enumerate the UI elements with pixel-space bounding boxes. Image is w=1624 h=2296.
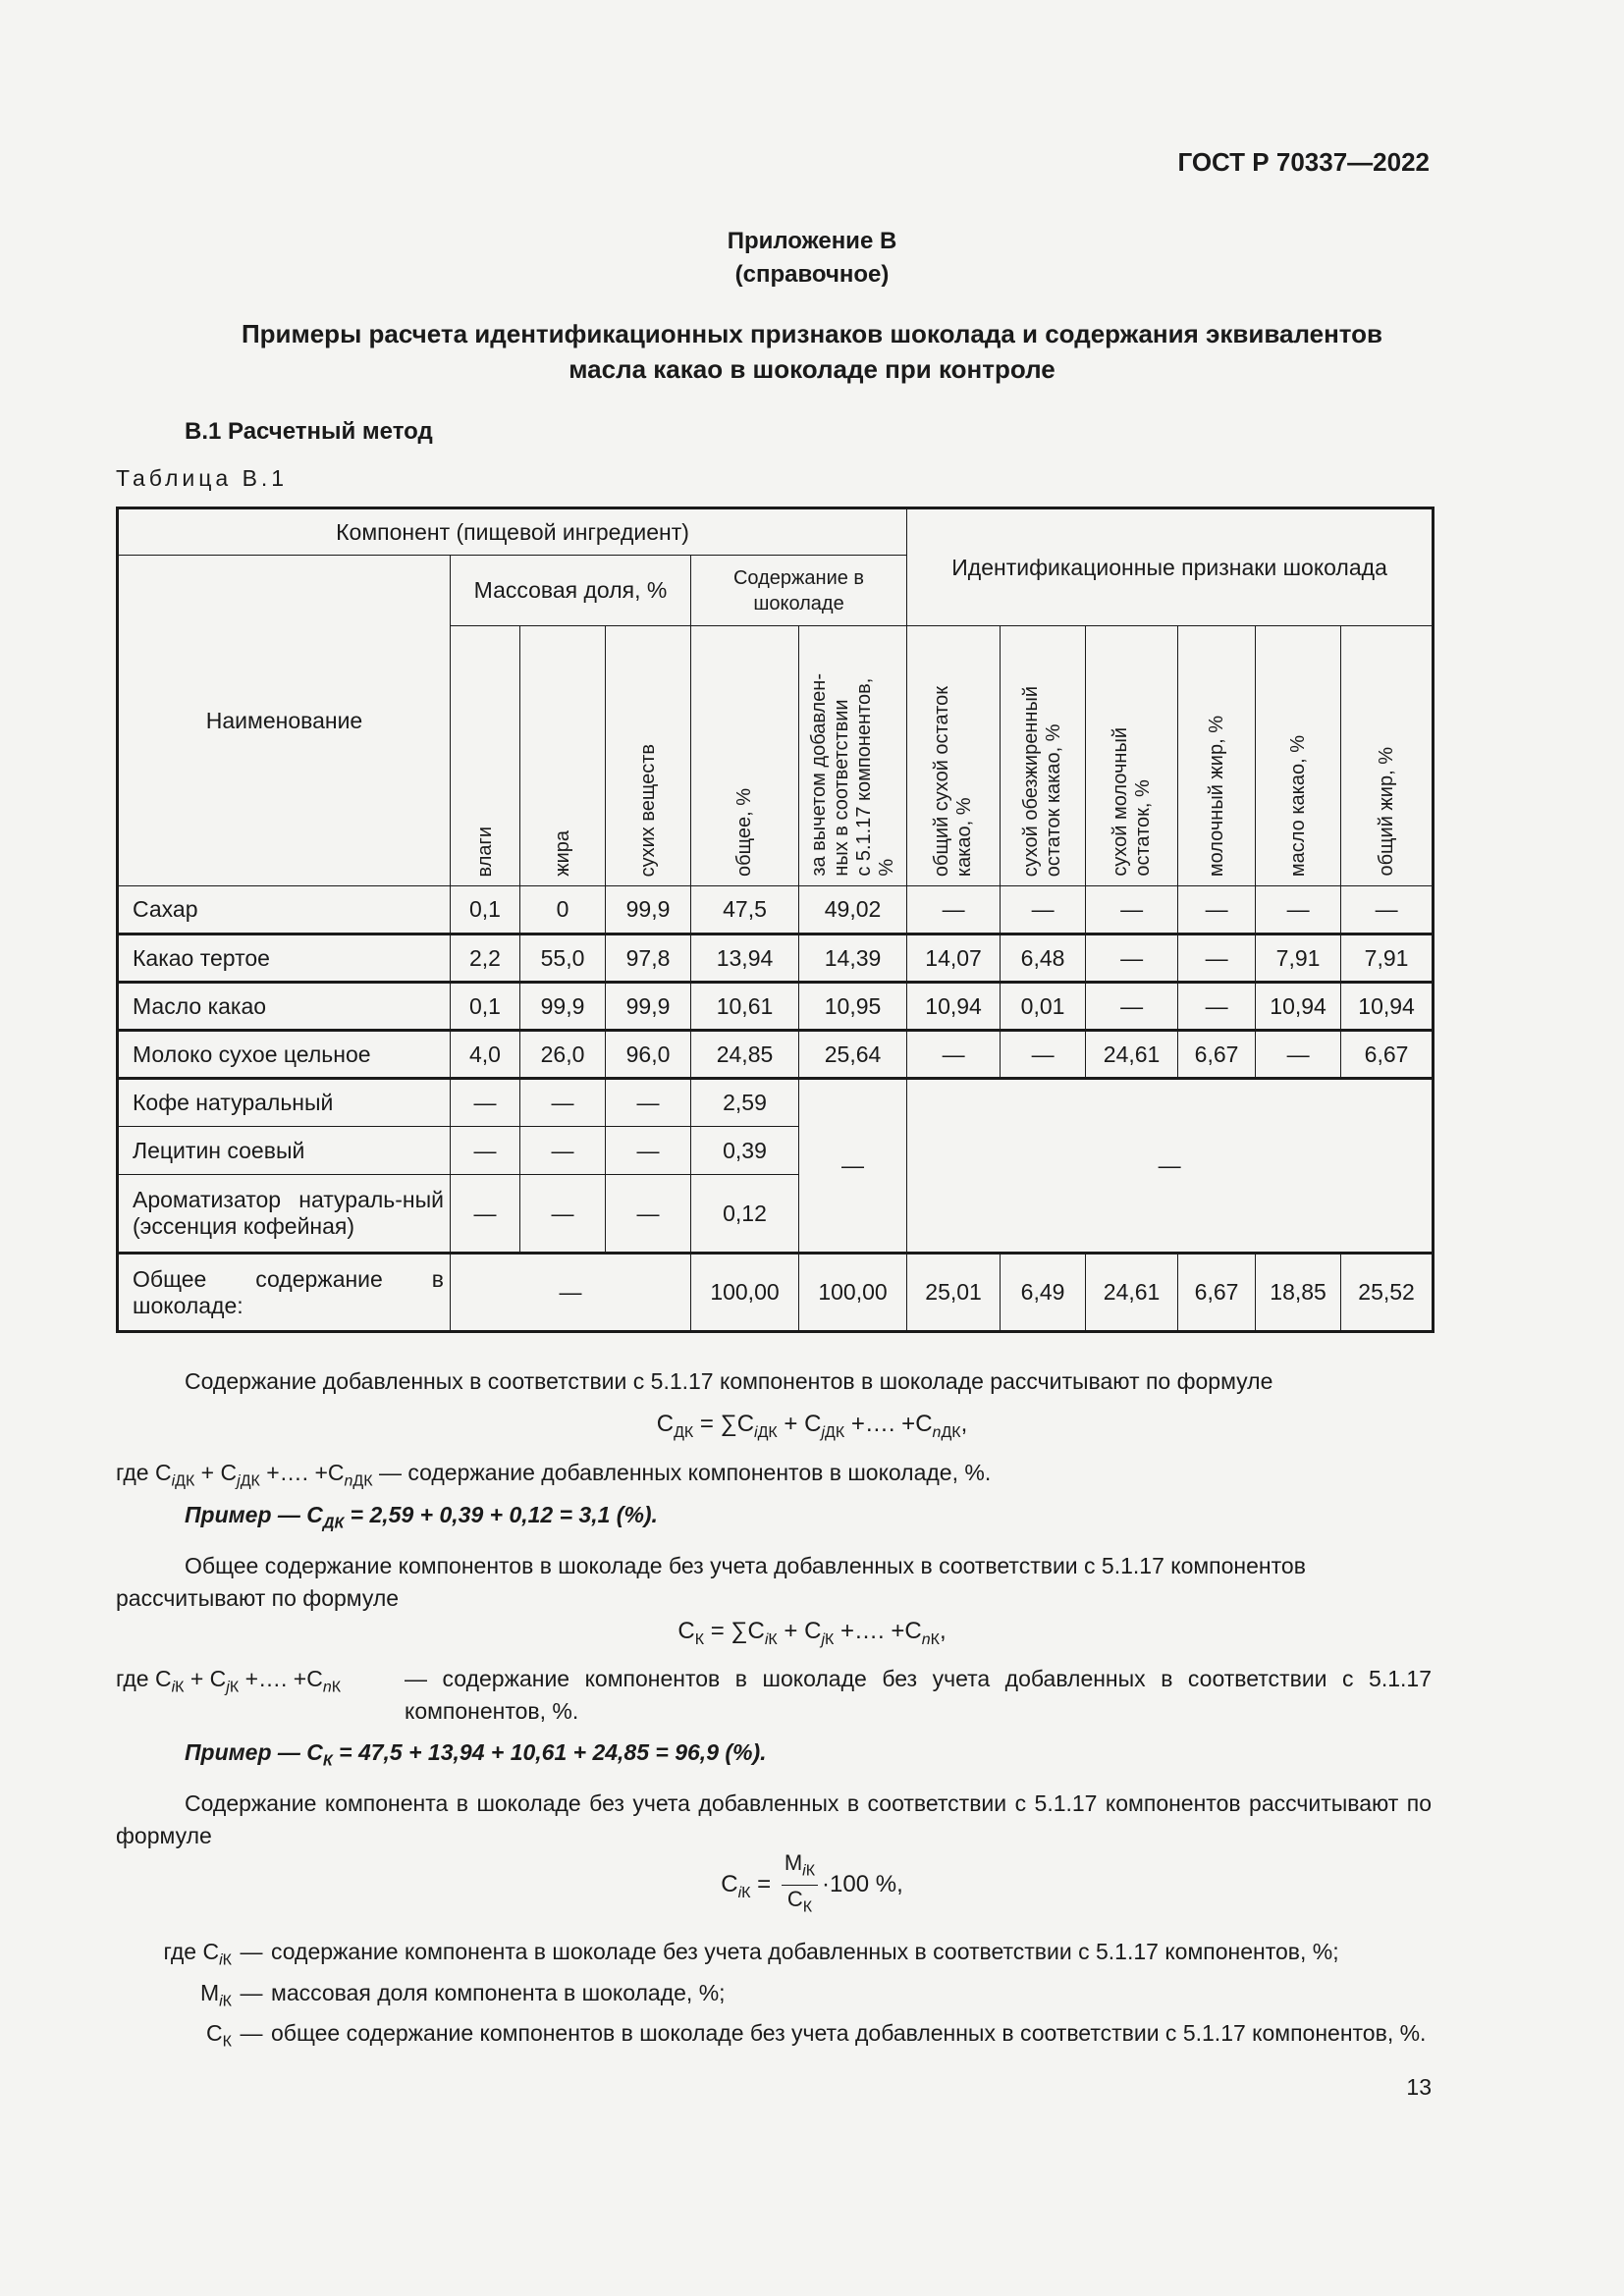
table-cell: 10,94 — [1341, 983, 1434, 1031]
example-2-lead: Пример — C — [185, 1739, 323, 1765]
table-cell: 10,95 — [799, 983, 907, 1031]
total-cell: 18,85 — [1256, 1254, 1341, 1332]
title-line-1: Примеры расчета идентификационных признаков шоколада и содержания эквивалентов — [241, 319, 1383, 348]
page-title — [147, 316, 1477, 387]
appendix-type: (справочное) — [734, 261, 890, 288]
column-header-wrap — [1006, 627, 1079, 884]
table-cell: 99,9 — [606, 886, 691, 934]
table-cell: 7,91 — [1341, 934, 1434, 983]
definition-ck-text: общее содержание компонентов в шоколаде без учета добавленных в соответствии с 5.1.17 компонентов, %. — [271, 2020, 1427, 2047]
table-row — [118, 1079, 1434, 1127]
section-heading: В.1 Расчетный метод — [185, 418, 433, 445]
merged-content-cell: — — [799, 1079, 907, 1254]
table-cell: 2,59 — [691, 1079, 799, 1127]
column-header-wrap — [1092, 627, 1171, 884]
column-header — [1001, 626, 1086, 886]
table-cell: 2,2 — [451, 934, 520, 983]
column-header — [907, 626, 1001, 886]
table-cell: 7,91 — [1256, 934, 1341, 983]
column-header — [1086, 626, 1178, 886]
example-1-rest: = 2,59 + 0,39 + 0,12 = 3,1 (%). — [344, 1502, 658, 1527]
column-header-text: сухой молочный остаток, % — [1109, 727, 1154, 877]
total-cell: 25,52 — [1341, 1254, 1434, 1332]
where-2-symbol: где $С_{iК} + С_{jК}$ +…. $+С_{nК}$ — [116, 1666, 342, 1696]
table-cell: — — [606, 1079, 691, 1127]
table-cell: 6,48 — [1001, 934, 1086, 983]
table-cell: 0,39 — [691, 1127, 799, 1175]
column-header — [606, 626, 691, 886]
paragraph-2: Общее содержание компонентов в шоколаде без учета добавленных в соответствии с 5.1.17 компонентов рассчитывают по формуле — [116, 1553, 1306, 1611]
table-cell: 14,39 — [799, 934, 907, 983]
table-cell: 24,61 — [1086, 1031, 1178, 1079]
column-header-wrap — [1262, 627, 1334, 884]
where-1-text: — содержание добавленных компонентов в шоколаде, %. — [378, 1460, 992, 1485]
column-header — [451, 626, 520, 886]
table-cell: — — [1256, 886, 1341, 934]
total-cell: 24,61 — [1086, 1254, 1178, 1332]
table-row — [118, 983, 1434, 1031]
column-header — [691, 626, 799, 886]
example-2-sub: К — [322, 1752, 333, 1770]
column-header — [799, 626, 907, 886]
paragraph-1: Содержание добавленных в соответствии с 5.1.17 компонентов в шоколаде рассчитывают по формуле — [185, 1368, 1273, 1394]
total-cell: 100,00 — [691, 1254, 799, 1332]
appendix-heading — [0, 225, 1624, 292]
total-cell: 6,49 — [1001, 1254, 1086, 1332]
column-header-text: общий сухой остаток какао, % — [931, 685, 976, 877]
column-header-wrap — [526, 627, 599, 884]
table-caption: Таблица В.1 — [116, 465, 289, 491]
table-cell: 6,67 — [1341, 1031, 1434, 1079]
table-cell: Лецитин соевый — [118, 1127, 451, 1175]
column-header — [1341, 626, 1434, 886]
header-content: Содержание в шоколаде — [691, 556, 907, 626]
table-cell: 25,64 — [799, 1031, 907, 1079]
table-cell: 24,85 — [691, 1031, 799, 1079]
table-cell: 10,94 — [1256, 983, 1341, 1031]
table-cell: 96,0 — [606, 1031, 691, 1079]
table-cell: 0,12 — [691, 1175, 799, 1254]
table-cell: 4,0 — [451, 1031, 520, 1079]
data-table — [116, 507, 1435, 1333]
column-header-text: сухой обезжиренный остаток какао, % — [1020, 685, 1065, 877]
title-line-2: масла какао в шоколаде при контроле — [568, 354, 1056, 384]
paragraph-3: Содержание компонента в шоколаде без учета добавленных в соответствии с 5.1.17 компонентов рассчитывают по формуле — [116, 1790, 1432, 1848]
table-cell: — — [520, 1079, 606, 1127]
table-cell: 13,94 — [691, 934, 799, 983]
table-cell: — — [1178, 934, 1256, 983]
total-mass-cell: — — [451, 1254, 691, 1332]
definition-cik: где $С_{iК}$ — содержание компонента в шоколаде без учета добавленных в соответствии с 5.1.17 компонентов, %; — [116, 1936, 1432, 1977]
column-header — [1178, 626, 1256, 886]
header-mass: Массовая доля, % — [451, 556, 691, 626]
column-header-text: общее, % — [733, 788, 755, 877]
table-cell: 0 — [520, 886, 606, 934]
example-1-lead: Пример — C — [185, 1502, 323, 1527]
example-2-rest: = 47,5 + 13,94 + 10,61 + 24,85 = 96,9 (%). — [332, 1739, 767, 1765]
example-1-sub: ДК — [322, 1515, 345, 1532]
column-header-wrap — [697, 627, 792, 884]
column-header — [1256, 626, 1341, 886]
page-number: 13 — [1406, 2074, 1432, 2100]
table-cell: 49,02 — [799, 886, 907, 934]
merged-ident-cell: — — [907, 1079, 1434, 1254]
header-name: Наименование — [118, 556, 451, 886]
column-header-wrap — [1347, 627, 1426, 884]
table-cell: — — [1256, 1031, 1341, 1079]
fraction: $\frac{М_{iК}}{С_К}$ — [782, 1849, 818, 1922]
table-cell: — — [1341, 886, 1434, 934]
table-cell: 0,1 — [451, 983, 520, 1031]
table-cell: — — [1178, 886, 1256, 934]
column-header-text: молочный жир, % — [1205, 715, 1227, 877]
table-cell: 14,07 — [907, 934, 1001, 983]
total-label: Общее содержание в шоколаде: — [118, 1254, 451, 1332]
example-2 — [185, 1739, 767, 1771]
column-header-text: за вычетом добавлен- ных в соответствии с 5.1.17 компонентов, % — [807, 673, 897, 877]
table-cell: 47,5 — [691, 886, 799, 934]
table-cell: 6,67 — [1178, 1031, 1256, 1079]
document-id: ГОСТ Р 70337—2022 — [1177, 147, 1430, 177]
table-cell: 10,94 — [907, 983, 1001, 1031]
example-1 — [185, 1502, 658, 1533]
table-cell: — — [451, 1175, 520, 1254]
formula-ck: $С_К = \sum С_{iК} + С_{jК}$ +…. $+С_{nК}$, — [677, 1618, 947, 1648]
where-2-text: — содержание компонентов в шоколаде без учета добавленных в соответствии с 5.1.17 компонентов, %. — [405, 1666, 1432, 1724]
total-row — [118, 1254, 1434, 1332]
table-cell: 99,9 — [520, 983, 606, 1031]
table-cell: — — [907, 1031, 1001, 1079]
table-cell: 26,0 — [520, 1031, 606, 1079]
table-cell: 0,1 — [451, 886, 520, 934]
table-cell: — — [451, 1079, 520, 1127]
where-2 — [116, 1663, 1432, 1728]
table-cell: — — [1001, 886, 1086, 934]
definition-mik-text: массовая доля компонента в шоколаде, %; — [271, 1979, 726, 2005]
definition-mik: $М_{iК}$ — массовая доля компонента в шоколаде, %; — [116, 1977, 1432, 2018]
table-cell: — — [520, 1175, 606, 1254]
table-cell: Какао тертое — [118, 934, 451, 983]
table-cell: Сахар — [118, 886, 451, 934]
header-ident: Идентификационные признаки шоколада — [907, 508, 1434, 626]
table-cell: — — [907, 886, 1001, 934]
total-cell: 6,67 — [1178, 1254, 1256, 1332]
where-1: где $С_{iДК} + С_{jДК}$ +…. $+С_{nДК}$ — содержание добавленных компонентов в шоколаде, %. — [116, 1460, 992, 1490]
formula-cik: $С_{iК}$ = $\frac{М_{iК}}{С_К}$ ·100 %, — [0, 1849, 1624, 1922]
table-cell: 0,01 — [1001, 983, 1086, 1031]
table-cell: Кофе натуральный — [118, 1079, 451, 1127]
table-cell: — — [606, 1175, 691, 1254]
table-row — [118, 886, 1434, 934]
column-header-text: влаги — [473, 826, 496, 877]
column-header-text: жира — [551, 830, 573, 877]
column-header-text: сухих веществ — [636, 743, 659, 877]
table-cell: 97,8 — [606, 934, 691, 983]
table-cell: — — [520, 1127, 606, 1175]
total-cell: 100,00 — [799, 1254, 907, 1332]
definition-ck: $С_К$ — общее содержание компонентов в шоколаде без учета добавленных в соответствии с 5.1.17 компонентов, %. — [116, 2017, 1432, 2058]
column-header-text: общий жир, % — [1375, 747, 1397, 877]
table-cell: 55,0 — [520, 934, 606, 983]
table-cell: — — [1001, 1031, 1086, 1079]
column-header-wrap — [457, 627, 514, 884]
formula-cdk: $С_{ДК} = \sum С_{iДК} + С_{jДК}$ +…. $+С_{nДК}$, — [656, 1411, 968, 1441]
table-cell: — — [1086, 983, 1178, 1031]
total-cell: 25,01 — [907, 1254, 1001, 1332]
table-cell: 99,9 — [606, 983, 691, 1031]
column-header-wrap — [612, 627, 684, 884]
column-header — [520, 626, 606, 886]
table-cell: Молоко сухое цельное — [118, 1031, 451, 1079]
column-header-wrap — [805, 627, 900, 884]
table-cell: — — [606, 1127, 691, 1175]
table-cell: Масло какао — [118, 983, 451, 1031]
table-row — [118, 934, 1434, 983]
column-header-wrap — [913, 627, 994, 884]
header-component: Компонент (пищевой ингредиент) — [118, 508, 907, 556]
appendix-title: Приложение В — [727, 228, 897, 254]
table-cell: — — [451, 1127, 520, 1175]
column-header-wrap — [1184, 627, 1249, 884]
column-header-text: масло какао, % — [1286, 734, 1309, 877]
table-cell: Ароматизатор натураль-ный (эссенция кофейная) — [118, 1175, 451, 1254]
table-cell: — — [1086, 934, 1178, 983]
table-cell: — — [1086, 886, 1178, 934]
definition-cik-text: содержание компонента в шоколаде без учета добавленных в соответствии с 5.1.17 компонентов, %; — [271, 1939, 1339, 1964]
table-row — [118, 1031, 1434, 1079]
definitions — [116, 1936, 1432, 2058]
table-cell: — — [1178, 983, 1256, 1031]
table-cell: 10,61 — [691, 983, 799, 1031]
